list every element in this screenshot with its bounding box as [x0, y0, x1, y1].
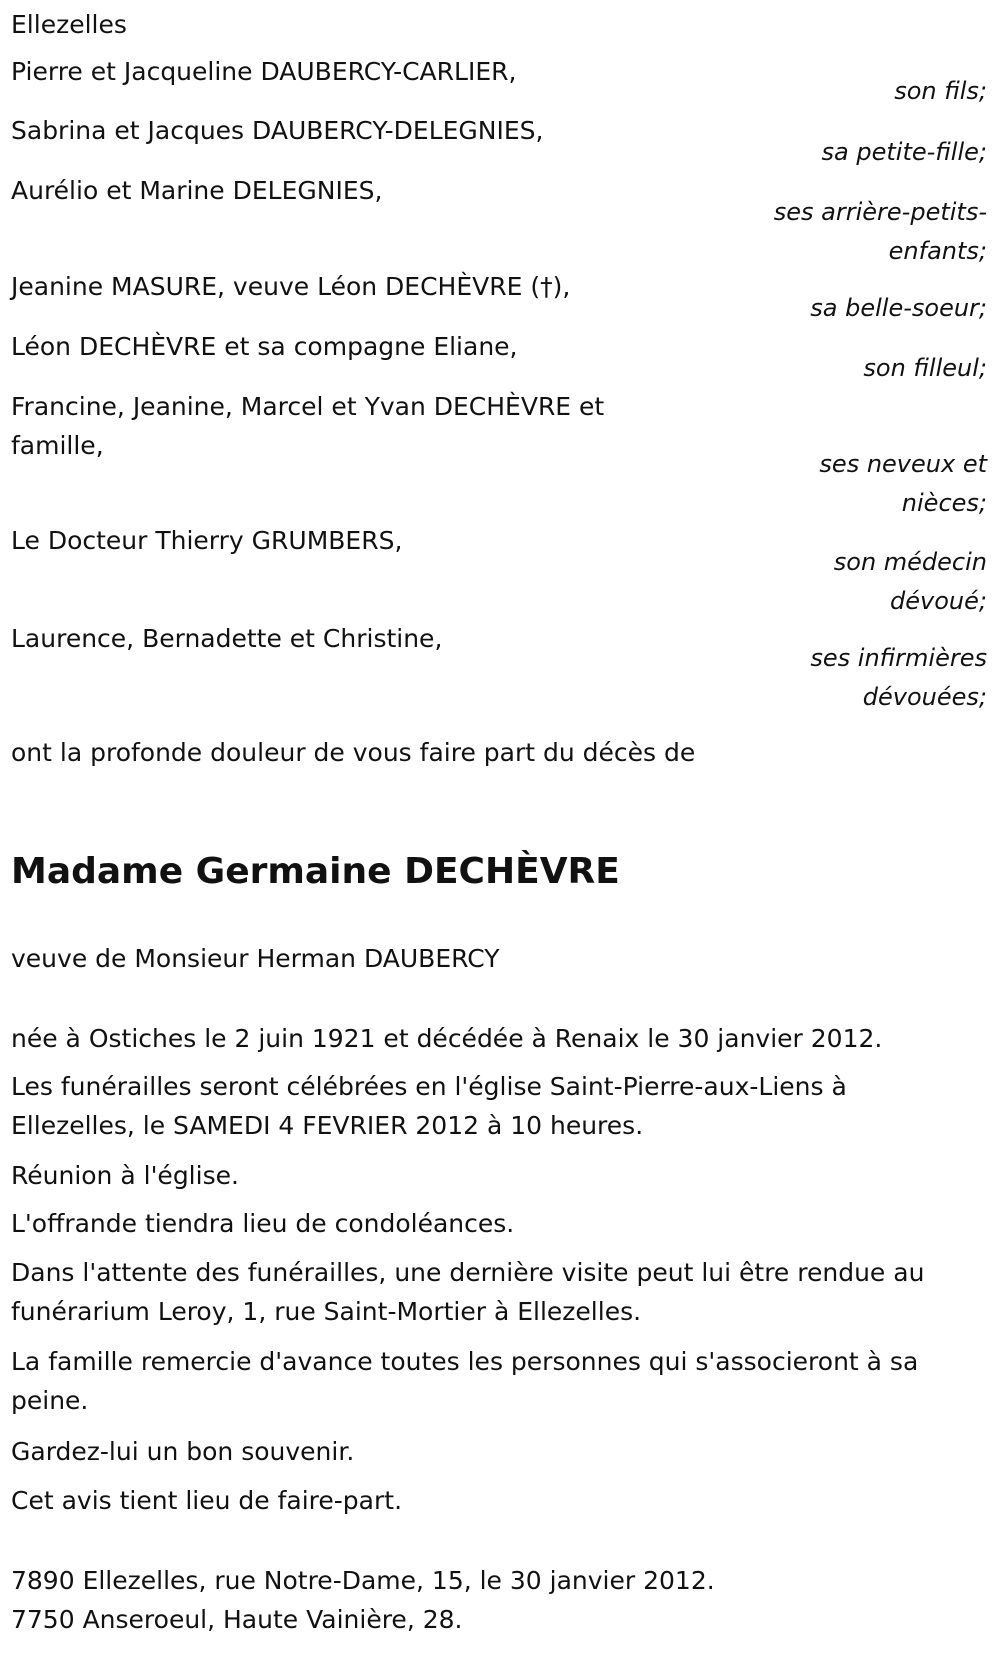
mourner-name: Sabrina et Jacques DAUBERCY-DELEGNIES, [11, 116, 544, 145]
visit-info: Dans l'attente des funérailles, une dernière visite peut lui être rendue au funérarium Leroy, 1, rue Saint-Mortier à Ellezelles. [11, 1258, 925, 1326]
offering-info: L'offrande tiendra lieu de condoléances. [11, 1209, 515, 1238]
mourner-relation: son fils; [894, 77, 987, 105]
thanks-text: La famille remercie d'avance toutes les personnes qui s'associeront à sa peine. [11, 1347, 919, 1415]
mourner-name: Léon DECHÈVRE et sa compagne Eliane, [11, 332, 518, 361]
mourner-name: Jeanine MASURE, veuve Léon DECHÈVRE (†), [11, 272, 571, 301]
mourner-relation: ses infirmières dévouées; [810, 644, 987, 711]
notice-text: Cet avis tient lieu de faire-part. [11, 1486, 403, 1515]
mourner-name: Francine, Jeanine, Marcel et Yvan DECHÈVRE et famille, [11, 392, 605, 460]
mourner-relation: son médecin dévoué; [833, 548, 987, 615]
widow-of: veuve de Monsieur Herman DAUBERCY [11, 944, 500, 973]
city-heading: Ellezelles [11, 10, 127, 39]
intro-text: ont la profonde douleur de vous faire part du décès de [11, 738, 696, 767]
address-line: 7890 Ellezelles, rue Notre-Dame, 15, le 30 janvier 2012. [11, 1566, 715, 1595]
mourner-name: Aurélio et Marine DELEGNIES, [11, 176, 383, 205]
remember-text: Gardez-lui un bon souvenir. [11, 1437, 355, 1466]
mourner-name: Pierre et Jacqueline DAUBERCY-CARLIER, [11, 57, 517, 86]
meeting-info: Réunion à l'église. [11, 1161, 239, 1190]
mourner-relation: sa belle-soeur; [810, 294, 987, 322]
funeral-info: Les funérailles seront célébrées en l'église Saint-Pierre-aux-Liens à Ellezelles, le SAMEDI 4 FEVRIER 2012 à 10 heures. [11, 1072, 847, 1140]
deceased-name: Madame Germaine DECHÈVRE [11, 851, 620, 892]
mourner-relation: ses neveux et nièces; [819, 450, 987, 517]
mourner-relation: sa petite-fille; [821, 138, 987, 166]
birth-death: née à Ostiches le 2 juin 1921 et décédée à Renaix le 30 janvier 2012. [11, 1024, 883, 1053]
mourner-relation: son filleul; [863, 354, 987, 382]
mourner-relation: ses arrière-petits-enfants; [773, 198, 987, 265]
address-line: 7750 Anseroeul, Haute Vainière, 28. [11, 1605, 463, 1634]
mourner-name: Laurence, Bernadette et Christine, [11, 624, 443, 653]
mourner-name: Le Docteur Thierry GRUMBERS, [11, 526, 403, 555]
